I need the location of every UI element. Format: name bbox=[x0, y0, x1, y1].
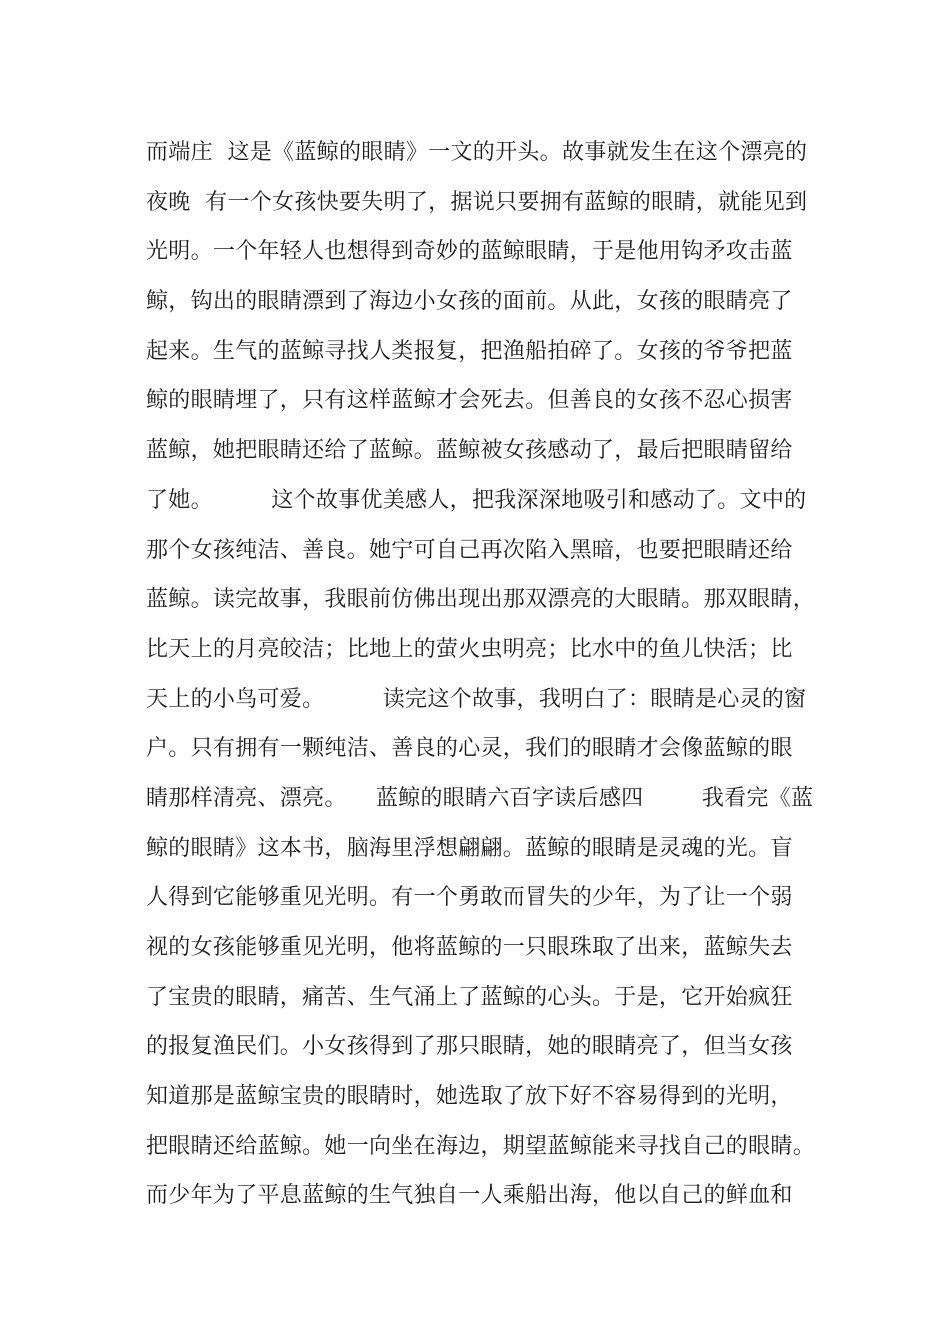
text-line: 了她。 这个故事优美感人，把我深深地吸引和感动了。文中的 bbox=[146, 487, 807, 513]
text-line: 户。只有拥有一颗纯洁、善良的心灵，我们的眼睛才会像蓝鲸的眼 bbox=[146, 736, 793, 762]
text-line: 而端庄 这是《蓝鲸的眼睛》一文的开头。故事就发生在这个漂亮的 bbox=[146, 140, 808, 165]
text-line: 天上的小鸟可爱。 读完这个故事，我明白了：眼睛是心灵的窗 bbox=[146, 686, 807, 712]
text-line: 起来。生气的蓝鲸寻找人类报复，把渔船拍碎了。女孩的爷爷把蓝 bbox=[146, 338, 793, 364]
text-line: 蓝鲸，她把眼睛还给了蓝鲸。蓝鲸被女孩感动了，最后把眼睛留给 bbox=[146, 438, 793, 464]
text-line: 蓝鲸。读完故事，我眼前仿佛出现出那双漂亮的大眼睛。那双眼睛， bbox=[146, 587, 816, 613]
text-line: 睛那样清亮、漂亮。 蓝鲸的眼睛六百字读后感四 我看完《蓝 bbox=[146, 785, 814, 811]
text-line: 的报复渔民们。小女孩得到了那只眼睛，她的眼睛亮了，但当女孩 bbox=[146, 1034, 793, 1060]
text-line: 知道那是蓝鲸宝贵的眼睛时，她选取了放下好不容易得到的光明， bbox=[146, 1084, 793, 1110]
text-line: 了宝贵的眼睛，痛苦、生气涌上了蓝鲸的心头。于是，它开始疯狂 bbox=[146, 984, 793, 1010]
text-line: 那个女孩纯洁、善良。她宁可自己再次陷入黑暗，也要把眼睛还给 bbox=[146, 537, 793, 563]
text-line: 鲸的眼睛》这本书，脑海里浮想翩翩。蓝鲸的眼睛是灵魂的光。盲 bbox=[146, 835, 793, 861]
text-line: 鲸的眼睛埋了，只有这样蓝鲸才会死去。但善良的女孩不忍心损害 bbox=[146, 388, 793, 414]
body-text bbox=[146, 136, 826, 1229]
text-line: 光明。一个年轻人也想得到奇妙的蓝鲸眼睛，于是他用钩矛攻击蓝 bbox=[146, 239, 793, 265]
text-line: 鲸，钩出的眼睛漂到了海边小女孩的面前。从此，女孩的眼睛亮了 bbox=[146, 289, 793, 315]
text-line: 夜晚 有一个女孩快要失明了，据说只要拥有蓝鲸的眼睛，就能见到 bbox=[146, 189, 808, 215]
text-line: 人得到它能够重见光明。有一个勇敢而冒失的少年，为了让一个弱 bbox=[146, 885, 793, 911]
text-line: 把眼睛还给蓝鲸。她一向坐在海边，期望蓝鲸能来寻找自己的眼睛。 bbox=[146, 1133, 816, 1159]
text-line: 而少年为了平息蓝鲸的生气独自一人乘船出海，他以自己的鲜血和 bbox=[146, 1183, 793, 1209]
text-line: 视的女孩能够重见光明，他将蓝鲸的一只眼珠取了出来，蓝鲸失去 bbox=[146, 935, 793, 960]
text-line: 比天上的月亮皎洁；比地上的萤火虫明亮；比水中的鱼儿快活；比 bbox=[146, 636, 793, 662]
